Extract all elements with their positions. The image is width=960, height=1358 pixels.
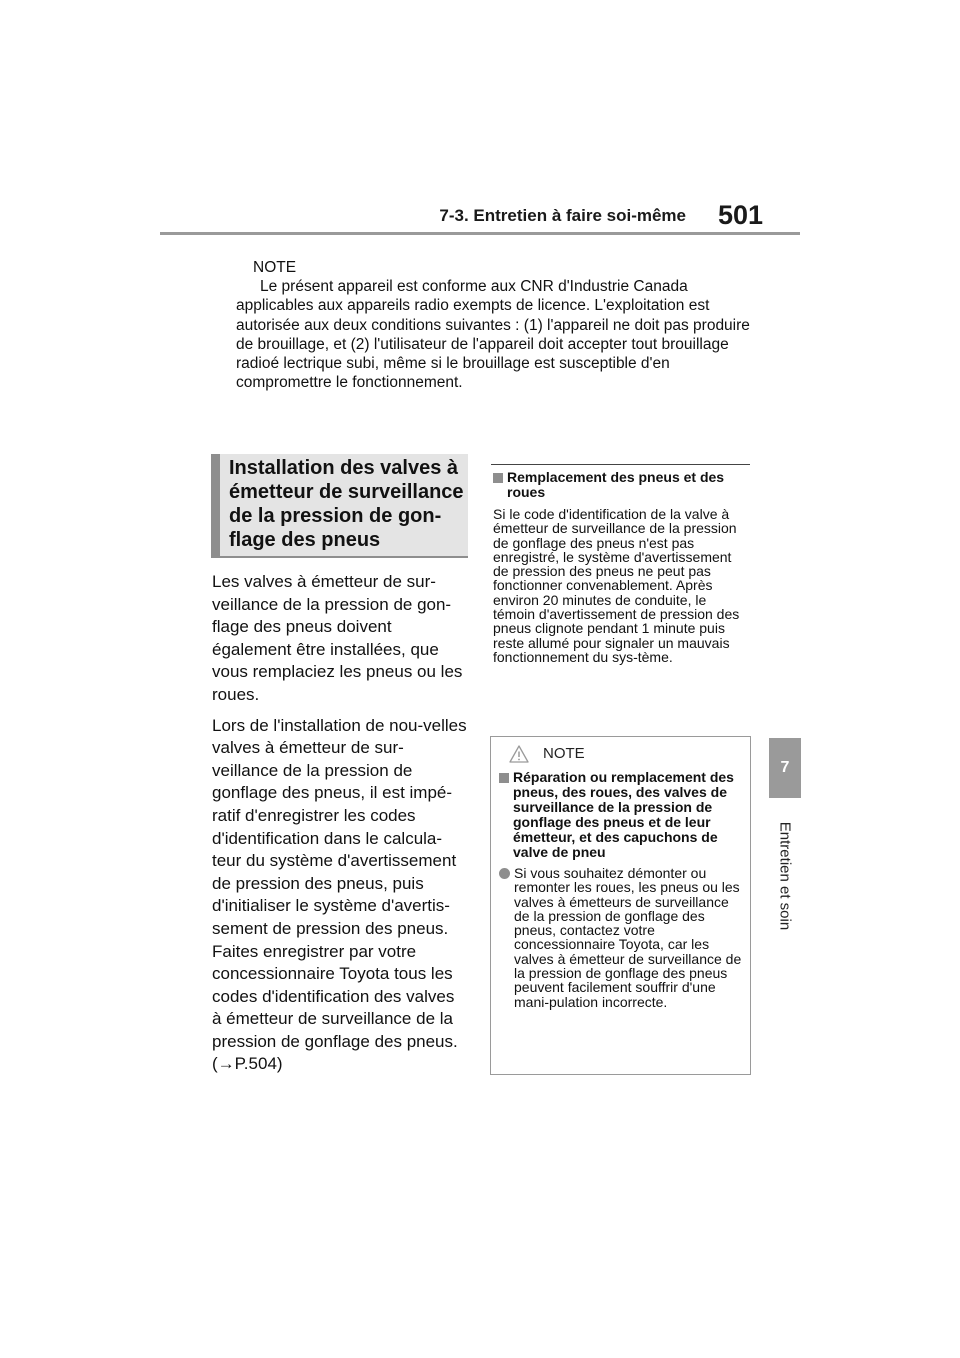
note-header [491, 742, 750, 764]
notice-text-wrap [236, 277, 756, 392]
note-body [499, 770, 743, 1009]
note-label: NOTE [543, 745, 585, 762]
right-divider [491, 464, 750, 465]
regulatory-notice [236, 258, 756, 392]
warning-triangle-icon [509, 745, 529, 763]
section-heading-box [211, 454, 468, 558]
chapter-number: 7 [780, 759, 790, 776]
notice-text: Le présent appareil est conforme aux CNR d'Industrie Canada applicables aux appareils radio exempts de licence. L'exploitation est autorisée aux deux conditions suivantes : (1) l'appareil ne doit pas produire de brouillage, et (2) l'utilisateur de l'appareil doit accepter tout brouillage radioé lectrique subi, même si le brouillage est susceptible d'en compromettre le fonctionnement. [236, 278, 750, 392]
chapter-label-text: Entretien et soin [776, 821, 794, 931]
note-box [490, 736, 751, 1075]
round-bullet-icon [499, 868, 510, 879]
note-bullet [499, 866, 743, 1009]
note-sub-heading [499, 770, 743, 860]
note-bullet-text: Si vous souhaitez démonter ou remonter les roues, les pneus ou les valves à émetteurs de surveillance de la pression de gonflage des pneus, contactez votre concessionnaire Toyota, car les valves à émetteur de surveillance de la pression de gonflage des pneus peuvent facilement souffrir d'une mani-pulation incorrecte. [514, 865, 742, 1010]
square-bullet-icon [493, 473, 503, 483]
right-body-text: Si le code d'identification de la valve à émetteur de surveillance de la pression de gonflage des pneus n'est pas enregistré, le système d'avertissement de pression des pneus ne peut pas fonctionner convenablement. Après environ 20 minutes de conduite, le témoin d'avertissement de pression des pneus clignote pendant 1 minute puis reste allumé pour signaler un mauvais fonctionnement du sys-tème. [493, 506, 740, 665]
note-sub-heading-text: Réparation ou remplacement des pneus, des roues, des valves de surveillance de la pression de gonflage des pneus et de leur émetteur, et des capuchons de valve de pneu [513, 769, 734, 860]
header-divider [160, 232, 800, 235]
chapter-label [774, 806, 796, 946]
paragraph-1: Les valves à émetteur de sur-veillance de la pression de gon-flage des pneus doivent également être installées, que vous remplaciez les pneus ou les roues. [212, 572, 463, 704]
square-bullet-icon [499, 773, 509, 783]
left-column [212, 571, 468, 1084]
paragraph-2: Lors de l'installation de nou-velles valves à émetteur de sur-veillance de la pression de gonflage des pneus, il est impé-ratif d'enregistrer les codes d'identification dans le calcula-teur du système d'avertissement de pression des pneus, puis d'initialiser le système d'avertis-sement de pression des pneus. Faites enregistrer par votre concessionnaire Toyota tous les codes d'identification des valves à émetteur de surveillance de la pression de gonflage des pneus. (→P.504) [212, 715, 467, 1074]
page-number: 501 [718, 200, 764, 230]
section-heading: Installation des valves à émetteur de surveillance de la pression de gon-flage des pneus [229, 457, 464, 551]
section-title: 7-3. Entretien à faire soi-même [439, 206, 686, 225]
notice-title: NOTE [253, 259, 297, 276]
sub-heading [493, 470, 750, 499]
chapter-tab [769, 738, 801, 798]
sub-heading-text: Remplacement des pneus et des roues [507, 469, 725, 500]
right-column [493, 470, 750, 664]
